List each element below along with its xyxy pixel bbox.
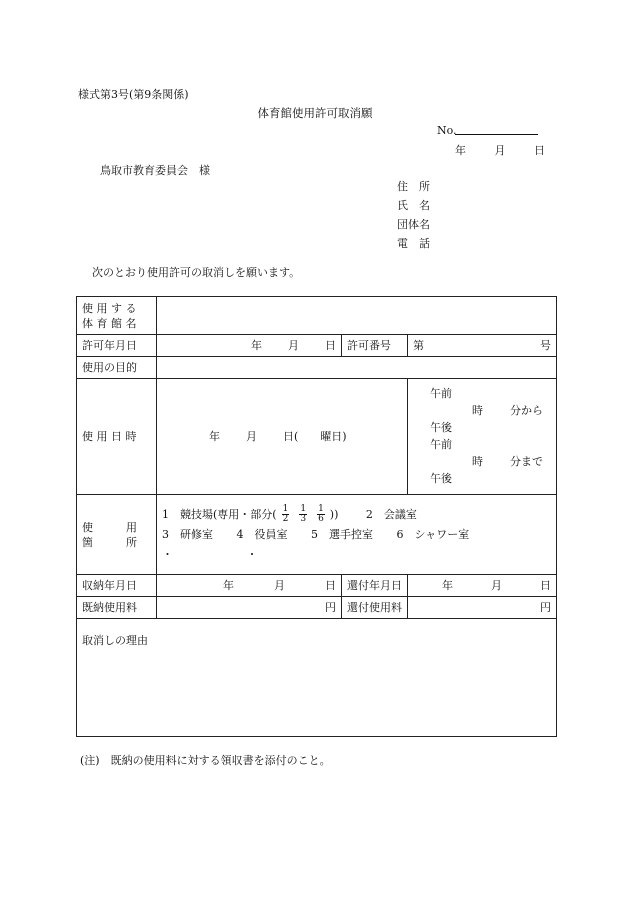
form-number: 様式第3号(第9条関係) (78, 88, 189, 101)
place-label: 使 用 箇 所 (77, 495, 157, 575)
reason-row (77, 619, 557, 737)
refund-date-cell[interactable]: 年 月 日 (408, 575, 557, 597)
number-field[interactable] (455, 134, 538, 135)
place-line-3: ・ ・ (162, 547, 258, 561)
receipt-date-cell[interactable]: 年 月 日 (157, 575, 342, 597)
phone-label: 電 話 (397, 237, 430, 250)
place-options-cell[interactable] (157, 495, 557, 575)
footnote: (注) 既納の使用料に対する領収書を添付のこと。 (80, 754, 331, 767)
place-row (77, 495, 557, 575)
facility-value-cell[interactable] (157, 297, 557, 335)
permit-date-label: 許可年月日 (77, 335, 157, 357)
addressee: 鳥取市教育委員会 様 (100, 164, 210, 177)
place-line-1: 1 競技場(専用・部分( $\frac{1}{2}$ $\frac{1}{3}$ $\frac{1}{6}$ )) 2 会議室 (162, 504, 417, 524)
facility-row (77, 297, 557, 335)
facility-label: 使 用 す る 体 育 館 名 (77, 297, 157, 335)
reason-label: 取消しの理由 (82, 634, 148, 647)
month-label: 月 (494, 144, 506, 157)
paid-fee-cell[interactable]: 円 (157, 597, 342, 619)
use-time-cell[interactable]: 午前 時 分から 午後 午前 時 分まで 午後 (408, 379, 557, 495)
datetime-row (77, 379, 557, 495)
day-label: 日 (534, 144, 545, 157)
document-title: 体育館使用許可取消願 (257, 106, 373, 120)
reason-cell[interactable] (77, 619, 557, 737)
cancellation-form-table (76, 296, 557, 737)
purpose-label: 使用の目的 (77, 357, 157, 379)
permit-date-cell[interactable]: 年 月 日 (157, 335, 342, 357)
purpose-cell[interactable] (157, 357, 557, 379)
paid-fee-label: 既納使用料 (77, 597, 157, 619)
permit-number-label: 許可番号 (342, 335, 408, 357)
fee-row (77, 597, 557, 619)
refund-fee-label: 還付使用料 (342, 597, 408, 619)
place-line-2: 3 研修室 4 役員室 5 選手控室 6 シャワー室 (162, 527, 470, 541)
fraction-half: $\frac{1}{2}$ (282, 504, 289, 524)
year-label: 年 (455, 144, 466, 157)
fraction-third: $\frac{1}{3}$ (300, 504, 307, 524)
fraction-sixth: $\frac{1}{6}$ (318, 504, 324, 524)
address-label: 住 所 (397, 180, 430, 193)
receipt-refund-date-row (77, 575, 557, 597)
application-date (455, 142, 545, 158)
refund-fee-cell[interactable]: 円 (408, 597, 557, 619)
group-name-label: 団体名 (397, 218, 430, 231)
lead-text: 次のとおり使用許可の取消しを願います。 (92, 266, 301, 279)
refund-date-label: 還付年月日 (342, 575, 408, 597)
datetime-label: 使 用 日 時 (77, 379, 157, 495)
number-label: No. (437, 124, 457, 137)
use-date-cell[interactable]: 年 月 日( 曜日) (157, 379, 408, 495)
purpose-row (77, 357, 557, 379)
name-label: 氏 名 (397, 199, 430, 212)
receipt-date-label: 収納年月日 (77, 575, 157, 597)
permit-number-cell[interactable]: 第 号 (408, 335, 557, 357)
permit-row (77, 335, 557, 357)
applicant-fields (397, 180, 430, 250)
